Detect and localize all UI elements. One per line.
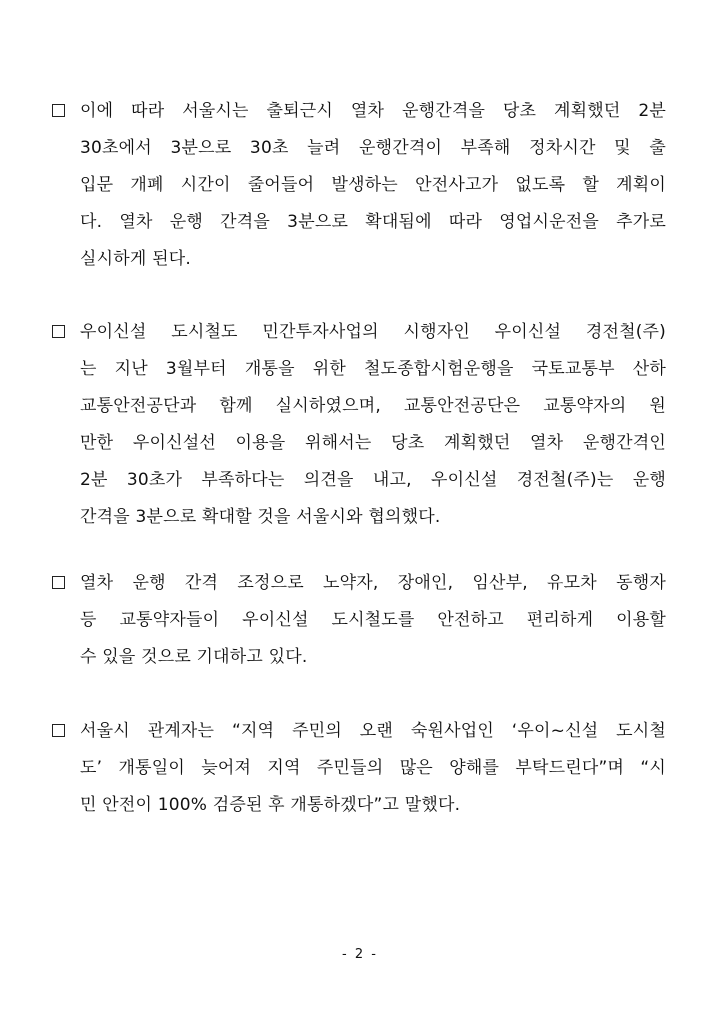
paragraph-line: 우이신설 도시철도 민간투자사업의 시행자인 우이신설 경전철(주) — [80, 322, 666, 342]
paragraph-line: 이에 따라 서울시는 출퇴근시 열차 운행간격을 당초 계획했던 2분 — [80, 101, 666, 121]
checkbox-bullet-icon — [52, 325, 65, 338]
paragraph-line: 민 안전이 100% 검증된 후 개통하겠다”고 말했다. — [80, 795, 461, 815]
paragraph-4 — [52, 716, 672, 826]
paragraph-line: 다. 열차 운행 간격을 3분으로 확대됨에 따라 영업시운전을 추가로 — [80, 212, 666, 232]
paragraph-line: 입문 개폐 시간이 줄어들어 발생하는 안전사고가 없도록 할 계획이 — [80, 175, 666, 195]
paragraph-line: 열차 운행 간격 조정으로 노약자, 장애인, 임산부, 유모차 동행자 — [80, 573, 666, 593]
checkbox-bullet-icon — [52, 576, 65, 589]
paragraph-line: 간격을 3분으로 확대할 것을 서울시와 협의했다. — [80, 507, 441, 527]
paragraph-line: 30초에서 3분으로 30초 늘려 운행간격이 부족해 정차시간 및 출 — [80, 138, 666, 158]
paragraph-3 — [52, 568, 672, 678]
paragraph-line: 만한 우이신설선 이용을 위해서는 당초 계획했던 열차 운행간격인 — [80, 433, 666, 453]
paragraph-line: 도’ 개통일이 늦어져 지역 주민들의 많은 양해를 부탁드린다”며 “시 — [80, 758, 666, 778]
paragraph-line: 실시하게 된다. — [80, 249, 191, 269]
paragraph-2 — [52, 317, 672, 527]
checkbox-bullet-icon — [52, 724, 65, 737]
paragraph-line: 2분 30초가 부족하다는 의견을 내고, 우이신설 경전철(주)는 운행 — [80, 470, 666, 490]
paragraph-1 — [52, 96, 672, 269]
checkbox-bullet-icon — [52, 104, 65, 117]
paragraph-line: 서울시 관계자는 “지역 주민의 오랜 숙원사업인 ‘우이~신설 도시철 — [80, 721, 666, 741]
paragraph-line: 교통안전공단과 함께 실시하였으며, 교통안전공단은 교통약자의 원 — [80, 396, 666, 416]
paragraph-line: 등 교통약자들이 우이신설 도시철도를 안전하고 편리하게 이용할 — [80, 610, 666, 630]
paragraph-line: 는 지난 3월부터 개통을 위한 철도종합시험운행을 국토교통부 산하 — [80, 359, 666, 379]
page-number: - 2 - — [342, 947, 378, 962]
paragraph-line: 수 있을 것으로 기대하고 있다. — [80, 647, 308, 667]
